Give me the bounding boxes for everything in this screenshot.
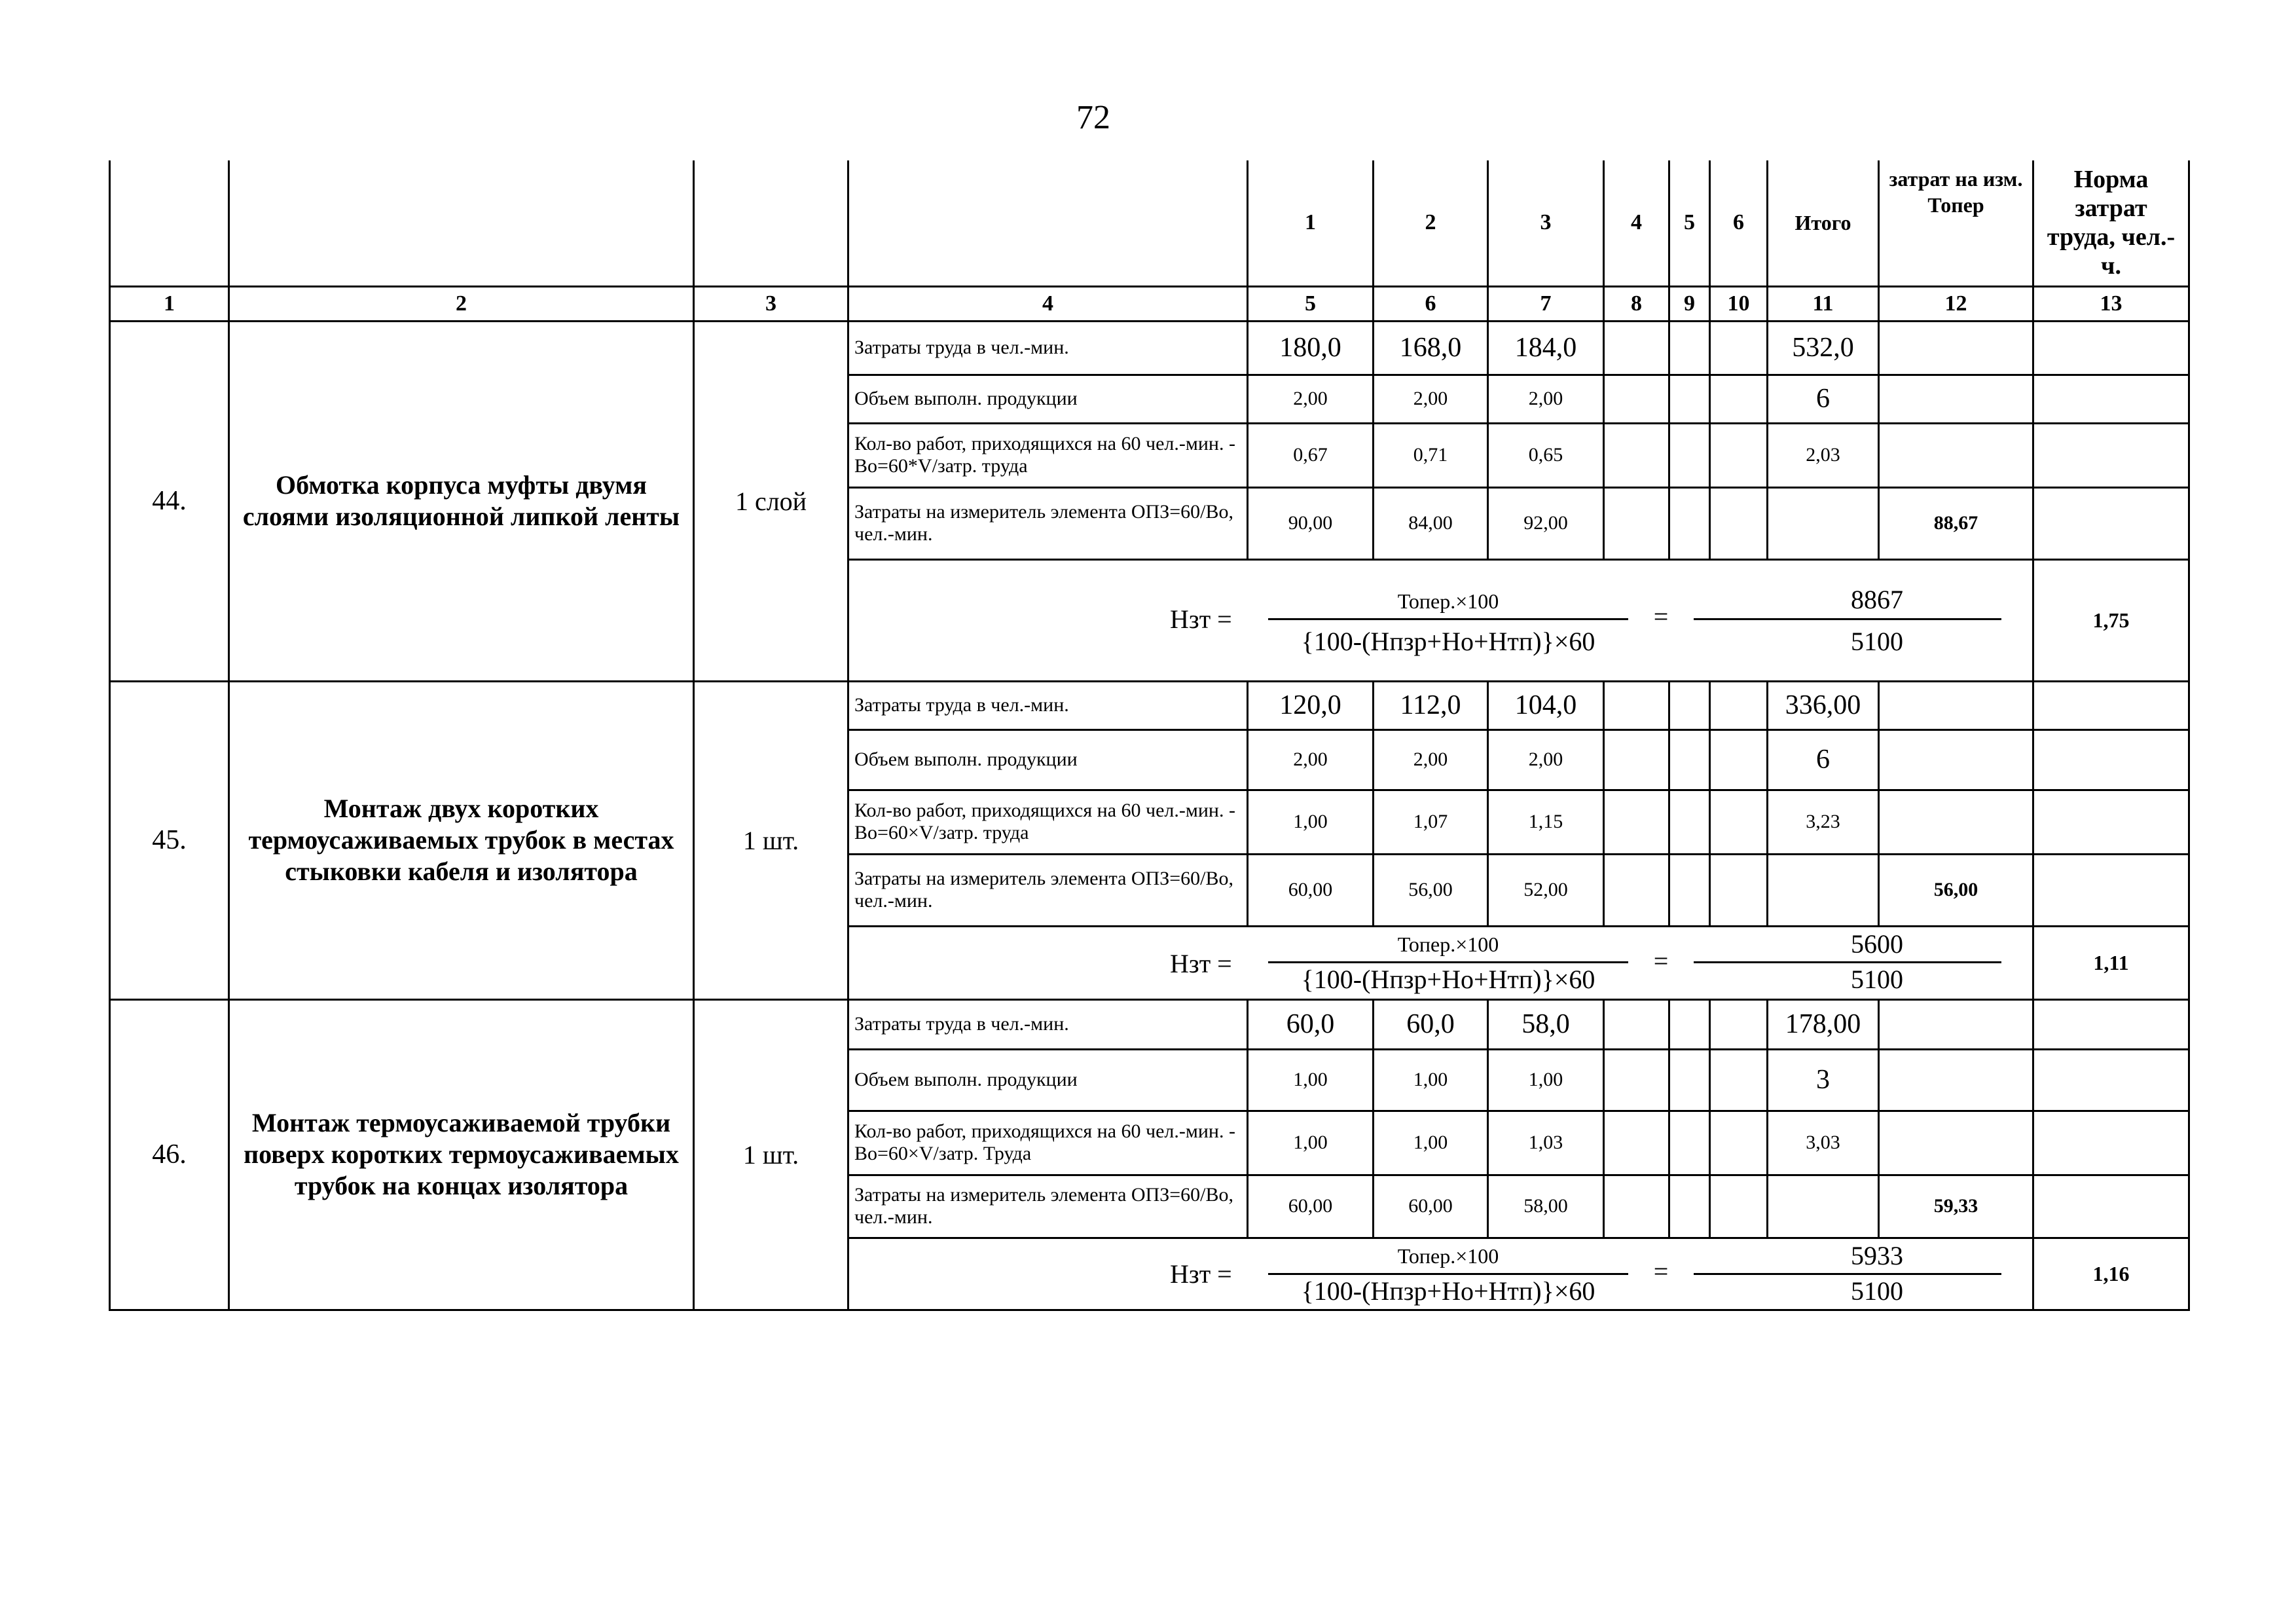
header-row xyxy=(110,160,2189,286)
labor-value: 120,0 xyxy=(1248,681,1374,729)
header-norm: Норма затрат труда, чел.-ч. xyxy=(2033,160,2189,286)
norm-value: 1,16 xyxy=(2033,1238,2189,1310)
cost-result: 88,67 xyxy=(1879,487,2033,559)
labor-value: 180,0 xyxy=(1248,321,1374,375)
works-value: 1,07 xyxy=(1374,790,1488,854)
cost-value: 84,00 xyxy=(1374,487,1488,559)
labor-label: Затраты труда в чел.-мин. xyxy=(848,681,1248,729)
works-value: 1,00 xyxy=(1248,1111,1374,1175)
works-value: 0,67 xyxy=(1248,423,1374,487)
empty-cell xyxy=(2033,681,2189,729)
volume-total: 3 xyxy=(1768,1049,1879,1111)
cost-label: Затраты на измеритель элемента ОПЗ=60/Во, чел.-мин. xyxy=(848,1175,1248,1238)
empty-cell xyxy=(1669,790,1710,854)
empty-cell xyxy=(1669,423,1710,487)
column-number: 3 xyxy=(694,286,848,321)
empty-cell xyxy=(1604,423,1669,487)
empty-cell xyxy=(1669,1111,1710,1175)
volume-total: 6 xyxy=(1768,375,1879,423)
formula-lhs: Нзт = xyxy=(1170,604,1232,634)
empty-cell xyxy=(1879,423,2033,487)
empty-cell xyxy=(2033,1049,2189,1111)
column-number: 1 xyxy=(110,286,229,321)
empty-cell xyxy=(1710,1049,1768,1111)
column-number: 10 xyxy=(1710,286,1768,321)
empty-cell xyxy=(2033,729,2189,790)
formula-value-bar xyxy=(1694,618,2001,620)
volume-label: Объем выполн. продукции xyxy=(848,375,1248,423)
labor-value: 58,0 xyxy=(1488,999,1604,1049)
cost-label: Затраты на измеритель элемента ОПЗ=60/Во, чел.-мин. xyxy=(848,487,1248,559)
empty-cell xyxy=(1879,375,2033,423)
column-number: 7 xyxy=(1488,286,1604,321)
formula-value-bar xyxy=(1694,961,2001,963)
works-total: 3,03 xyxy=(1768,1111,1879,1175)
empty-cell xyxy=(1669,375,1710,423)
empty-cell xyxy=(1710,487,1768,559)
empty-cell xyxy=(1604,1175,1669,1238)
empty-cell xyxy=(1604,854,1669,926)
works-label: Кол-во работ, приходящихся на 60 чел.-мин. - Во=60*V/затр. труда xyxy=(848,423,1248,487)
cost-value: 90,00 xyxy=(1248,487,1374,559)
header-cell-empty xyxy=(229,160,694,286)
empty-cell xyxy=(1669,1049,1710,1111)
column-number: 4 xyxy=(848,286,1248,321)
formula-equals: = xyxy=(1653,601,1669,631)
page-number: 72 xyxy=(1076,99,1110,136)
labor-value: 60,0 xyxy=(1248,999,1374,1049)
column-number: 11 xyxy=(1768,286,1879,321)
formula-fraction-bar xyxy=(1268,1273,1628,1275)
formula-denominator: {100-(Нпзр+Но+Нтп)}×60 xyxy=(1301,964,1595,994)
volume-value: 2,00 xyxy=(1374,375,1488,423)
formula-value-numerator: 5600 xyxy=(1851,929,1903,959)
labor-value: 184,0 xyxy=(1488,321,1604,375)
formula-lhs: Нзт = xyxy=(1170,948,1232,978)
norm-value: 1,75 xyxy=(2033,559,2189,681)
formula-value-numerator: 5933 xyxy=(1851,1240,1903,1270)
cost-value: 60,00 xyxy=(1374,1175,1488,1238)
empty-cell xyxy=(1604,1049,1669,1111)
empty-cell xyxy=(1710,375,1768,423)
empty-cell xyxy=(1879,999,2033,1049)
empty-cell xyxy=(2033,321,2189,375)
formula-value-bar xyxy=(1694,1273,2001,1275)
formula-equals: = xyxy=(1653,1256,1669,1286)
formula-numerator: Топер.×100 xyxy=(1397,1244,1499,1268)
empty-cell xyxy=(1604,375,1669,423)
empty-cell xyxy=(1669,681,1710,729)
volume-label: Объем выполн. продукции xyxy=(848,729,1248,790)
volume-value: 1,00 xyxy=(1374,1049,1488,1111)
column-number: 8 xyxy=(1604,286,1669,321)
labor-value: 104,0 xyxy=(1488,681,1604,729)
empty-cell xyxy=(1604,487,1669,559)
labor-value: 112,0 xyxy=(1374,681,1488,729)
header-cell-empty xyxy=(694,160,848,286)
table-row xyxy=(110,681,2189,729)
empty-cell xyxy=(1710,321,1768,375)
item-unit: 1 шт. xyxy=(694,999,848,1310)
formula-numerator: Топер.×100 xyxy=(1397,932,1499,956)
empty-cell xyxy=(1669,1175,1710,1238)
item-name: Монтаж двух коротких термоусаживаемых трубок в местах стыковки кабеля и изолятора xyxy=(229,681,694,999)
table-row xyxy=(110,999,2189,1049)
norm-table xyxy=(109,160,2190,1311)
header-cell-empty xyxy=(110,160,229,286)
item-index: 44. xyxy=(110,321,229,681)
cost-value: 52,00 xyxy=(1488,854,1604,926)
empty-cell xyxy=(1604,321,1669,375)
cost-value: 60,00 xyxy=(1248,1175,1374,1238)
empty-cell xyxy=(1669,321,1710,375)
labor-label: Затраты труда в чел.-мин. xyxy=(848,321,1248,375)
cost-result: 59,33 xyxy=(1879,1175,2033,1238)
column-number: 2 xyxy=(229,286,694,321)
empty-cell xyxy=(1710,1111,1768,1175)
norm-formula xyxy=(848,926,2033,999)
empty-cell xyxy=(1768,487,1879,559)
formula-value-denominator: 5100 xyxy=(1851,1276,1903,1306)
volume-value: 2,00 xyxy=(1488,729,1604,790)
works-label: Кол-во работ, приходящихся на 60 чел.-мин. - Во=60×V/затр. труда xyxy=(848,790,1248,854)
header-obs-2: 2 xyxy=(1374,160,1488,286)
header-obs-4: 4 xyxy=(1604,160,1669,286)
volume-total: 6 xyxy=(1768,729,1879,790)
empty-cell xyxy=(1669,729,1710,790)
empty-cell xyxy=(1879,1111,2033,1175)
formula-lhs: Нзт = xyxy=(1170,1259,1232,1289)
header-toper: затрат на изм. Топер xyxy=(1879,160,2033,286)
labor-total: 178,00 xyxy=(1768,999,1879,1049)
norm-value: 1,11 xyxy=(2033,926,2189,999)
cost-value: 58,00 xyxy=(1488,1175,1604,1238)
item-name: Обмотка корпуса муфты двумя слоями изоляционной липкой ленты xyxy=(229,321,694,681)
item-index: 46. xyxy=(110,999,229,1310)
volume-value: 1,00 xyxy=(1248,1049,1374,1111)
works-value: 0,65 xyxy=(1488,423,1604,487)
empty-cell xyxy=(1710,423,1768,487)
works-value: 1,00 xyxy=(1374,1111,1488,1175)
empty-cell xyxy=(2033,999,2189,1049)
formula-denominator: {100-(Нпзр+Но+Нтп)}×60 xyxy=(1301,626,1595,656)
empty-cell xyxy=(1710,681,1768,729)
empty-cell xyxy=(2033,1175,2189,1238)
empty-cell xyxy=(1604,1111,1669,1175)
empty-cell xyxy=(1669,487,1710,559)
empty-cell xyxy=(1604,790,1669,854)
empty-cell xyxy=(1768,854,1879,926)
header-cell-empty xyxy=(848,160,1248,286)
empty-cell xyxy=(1879,729,2033,790)
works-total: 2,03 xyxy=(1768,423,1879,487)
empty-cell xyxy=(1879,1049,2033,1111)
cost-result: 56,00 xyxy=(1879,854,2033,926)
volume-value: 2,00 xyxy=(1248,729,1374,790)
norm-formula xyxy=(848,559,2033,681)
empty-cell xyxy=(1710,729,1768,790)
formula-equals: = xyxy=(1653,946,1669,976)
works-value: 1,15 xyxy=(1488,790,1604,854)
item-name: Монтаж термоусаживаемой трубки поверх коротких термоусаживаемых трубок на концах изолятора xyxy=(229,999,694,1310)
table-row xyxy=(110,321,2189,375)
works-value: 0,71 xyxy=(1374,423,1488,487)
volume-value: 2,00 xyxy=(1488,375,1604,423)
column-number: 5 xyxy=(1248,286,1374,321)
empty-cell xyxy=(1879,681,2033,729)
empty-cell xyxy=(2033,854,2189,926)
formula-value-denominator: 5100 xyxy=(1851,626,1903,656)
empty-cell xyxy=(2033,487,2189,559)
cost-value: 60,00 xyxy=(1248,854,1374,926)
empty-cell xyxy=(2033,790,2189,854)
cost-label: Затраты на измеритель элемента ОПЗ=60/Во, чел.-мин. xyxy=(848,854,1248,926)
empty-cell xyxy=(2033,375,2189,423)
empty-cell xyxy=(1710,1175,1768,1238)
volume-value: 2,00 xyxy=(1374,729,1488,790)
formula-fraction-bar xyxy=(1268,961,1628,963)
formula-fraction-bar xyxy=(1268,618,1628,620)
empty-cell xyxy=(2033,1111,2189,1175)
column-number: 9 xyxy=(1669,286,1710,321)
empty-cell xyxy=(1669,999,1710,1049)
header-obs-3: 3 xyxy=(1488,160,1604,286)
works-value: 1,03 xyxy=(1488,1111,1604,1175)
formula-value-numerator: 8867 xyxy=(1851,584,1903,614)
empty-cell xyxy=(2033,423,2189,487)
cost-value: 56,00 xyxy=(1374,854,1488,926)
formula-numerator: Топер.×100 xyxy=(1397,589,1499,613)
column-number: 12 xyxy=(1879,286,2033,321)
empty-cell xyxy=(1879,321,2033,375)
empty-cell xyxy=(1604,681,1669,729)
formula-denominator: {100-(Нпзр+Но+Нтп)}×60 xyxy=(1301,1276,1595,1306)
column-numbers-row xyxy=(110,286,2189,321)
labor-value: 60,0 xyxy=(1374,999,1488,1049)
item-unit: 1 шт. xyxy=(694,681,848,999)
column-number: 6 xyxy=(1374,286,1488,321)
header-obs-5: 5 xyxy=(1669,160,1710,286)
column-number: 13 xyxy=(2033,286,2189,321)
empty-cell xyxy=(1710,999,1768,1049)
empty-cell xyxy=(1710,854,1768,926)
empty-cell xyxy=(1710,790,1768,854)
labor-label: Затраты труда в чел.-мин. xyxy=(848,999,1248,1049)
empty-cell xyxy=(1604,729,1669,790)
formula-value-denominator: 5100 xyxy=(1851,964,1903,994)
empty-cell xyxy=(1768,1175,1879,1238)
norm-formula xyxy=(848,1238,2033,1310)
empty-cell xyxy=(1879,790,2033,854)
works-value: 1,00 xyxy=(1248,790,1374,854)
labor-total: 532,0 xyxy=(1768,321,1879,375)
header-total: Итого xyxy=(1768,160,1879,286)
volume-value: 2,00 xyxy=(1248,375,1374,423)
empty-cell xyxy=(1669,854,1710,926)
volume-label: Объем выполн. продукции xyxy=(848,1049,1248,1111)
volume-value: 1,00 xyxy=(1488,1049,1604,1111)
works-total: 3,23 xyxy=(1768,790,1879,854)
cost-value: 92,00 xyxy=(1488,487,1604,559)
header-obs-6: 6 xyxy=(1710,160,1768,286)
labor-total: 336,00 xyxy=(1768,681,1879,729)
header-obs-1: 1 xyxy=(1248,160,1374,286)
empty-cell xyxy=(1604,999,1669,1049)
labor-value: 168,0 xyxy=(1374,321,1488,375)
item-index: 45. xyxy=(110,681,229,999)
item-unit: 1 слой xyxy=(694,321,848,681)
works-label: Кол-во работ, приходящихся на 60 чел.-мин. - Во=60×V/затр. Труда xyxy=(848,1111,1248,1175)
